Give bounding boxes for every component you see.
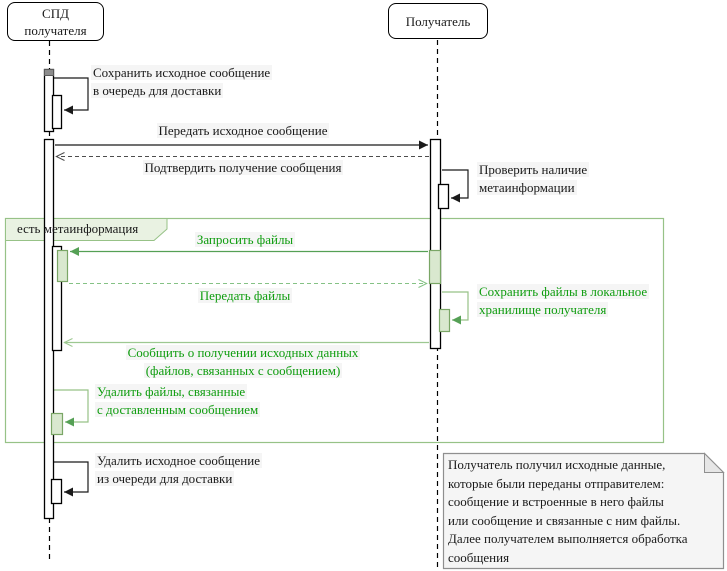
- activation-bar-cap: [45, 70, 54, 76]
- activation-bar-spd-green-delete: [52, 414, 63, 435]
- activation-bar-recipient-green-save: [440, 310, 450, 332]
- activation-bar-recipient-green-files: [430, 251, 441, 284]
- lifeline-head-recipient-label: Получатель: [405, 13, 471, 29]
- activation-bar-spd-nested-3: [52, 480, 62, 504]
- message-label-save-to-queue: Сохранить исходное сообщение в очередь для доставки: [93, 65, 271, 98]
- message-label-report-receipt: Сообщить о получении исходных данных (файлов, связанных с сообщением): [127, 345, 359, 378]
- message-label-transfer-message: Передать исходное сообщение: [158, 123, 328, 138]
- lifeline-head-recipient: [388, 3, 488, 39]
- lifeline-head-spd-line2: получателя: [24, 22, 87, 38]
- activation-bar-recipient-nested-1: [439, 185, 449, 209]
- message-label-request-files: Запросить файлы: [196, 232, 294, 247]
- lifeline-head-spd: [7, 2, 104, 41]
- message-label-save-files: Сохранить файлы в локальное хранилище получателя: [479, 284, 648, 317]
- lifeline-head-spd-line1: СПД: [42, 5, 69, 21]
- message-label-check-metainfo: Проверить наличие метаинформации: [479, 162, 588, 195]
- note-text: Получатель получил исходные данные, которые были переданы отправителем: сообщение и встроенные в него файлы или сообщение и связанные с ним файлы. Далее получателем выполняется обработка сообщения: [448, 457, 688, 565]
- activation-bar-spd-green-files: [58, 251, 68, 282]
- message-label-delete-message: Удалить исходное сообщение из очереди для доставки: [97, 453, 260, 486]
- note-fold-corner: [705, 454, 724, 473]
- message-label-delete-files: Удалить файлы, связанные с доставленным сообщением: [97, 384, 259, 417]
- message-label-confirm-receipt: Подтвердить получение сообщения: [144, 160, 342, 175]
- fragment-guard-label: есть метаинформация: [17, 221, 139, 236]
- message-label-transfer-files: Передать файлы: [199, 288, 291, 303]
